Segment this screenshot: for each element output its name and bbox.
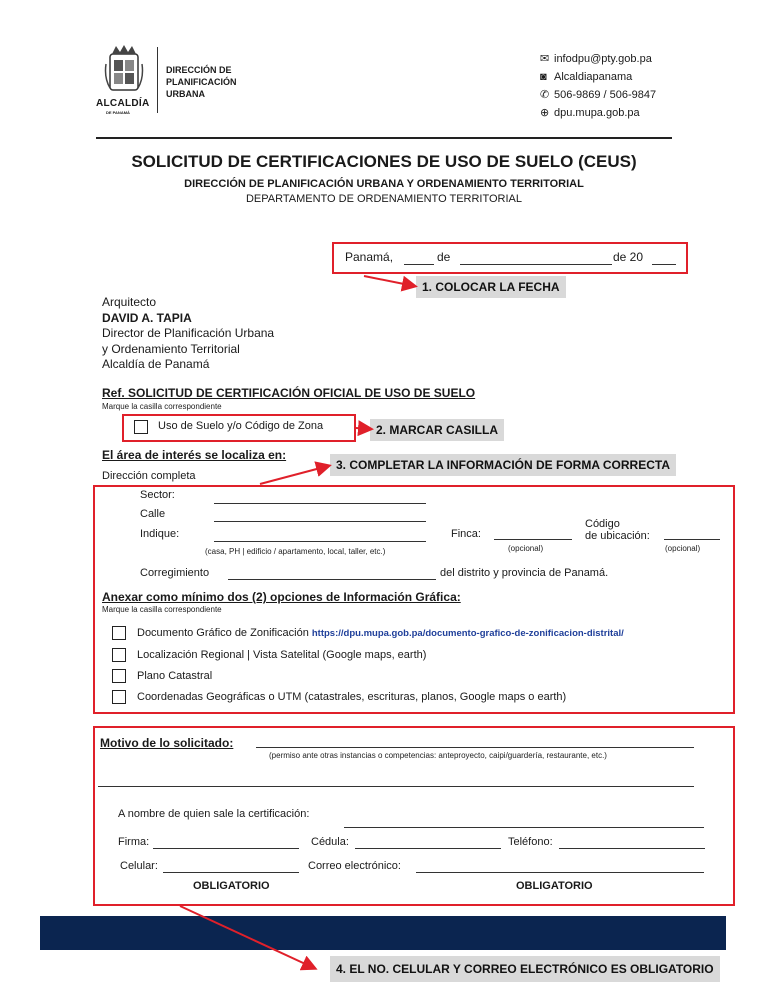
contact-phone[interactable]: ✆ 506-9869 / 506-9847 <box>540 86 656 104</box>
localizacion-label: Localización Regional | Vista Satelital (Google maps, earth) <box>137 649 427 661</box>
callout-info: 3. COMPLETAR LA INFORMACIÓN DE FORMA CORRECTA <box>330 454 676 476</box>
anexar-title: Anexar como mínimo dos (2) opciones de Información Gráfica: <box>102 590 461 604</box>
finca-label: Finca: <box>451 528 481 540</box>
contact-web[interactable]: ⊕ dpu.mupa.gob.pa <box>540 104 656 122</box>
logo-text: ALCALDÍA <box>96 98 150 109</box>
arrow-fecha <box>364 276 414 286</box>
uso-suelo-label: Uso de Suelo y/o Código de Zona <box>158 420 324 432</box>
callout-casilla: 2. MARCAR CASILLA <box>370 419 504 441</box>
motivo-hint: (permiso ante otras instancias o competencias: anteproyecto, caipi/guardería, restaurante, etc.) <box>269 751 607 760</box>
correo-label: Correo electrónico: <box>308 860 401 872</box>
page-subtitle: DIRECCIÓN DE PLANIFICACIÓN URBANA Y ORDENAMIENTO TERRITORIAL <box>184 178 584 190</box>
codigo-opcional: (opcional) <box>665 544 701 553</box>
callout-obligatorio: 4. EL NO. CELULAR Y CORREO ELECTRÓNICO ES OBLIGATORIO <box>330 956 720 982</box>
globe-icon: ⊕ <box>540 107 550 119</box>
arrow-info <box>260 466 328 484</box>
date-de-2: de 20 <box>613 250 644 264</box>
department-name: DEPARTAMENTO DE ORDENAMIENTO TERRITORIAL <box>245 193 523 205</box>
ref-hint: Marque la casilla correspondiente <box>102 402 222 411</box>
addressee: Arquitecto DAVID A. TAPIA Director de Planificación Urbana y Ordenamiento Territorial Alcaldía de Panamá <box>102 295 275 371</box>
logo-subtext: DE PANAMÁ <box>106 110 130 115</box>
plano-catastral-label: Plano Catastral <box>137 670 213 682</box>
arrow-casilla <box>356 428 370 429</box>
date-city: Panamá, <box>345 250 394 264</box>
motivo-title: Motivo de lo solicitado: <box>100 736 234 750</box>
documento-grafico-link[interactable]: https://dpu.mupa.gob.pa/documento-grafico-de-zonificacion-distrital/ <box>311 628 624 639</box>
contact-email[interactable]: ✉ infodpu@pty.gob.pa <box>540 50 656 68</box>
anexar-hint: Marque la casilla correspondiente <box>102 605 222 614</box>
indique-hint: (casa, PH | edificio / apartamento, local, taller, etc.) <box>205 547 386 556</box>
arrow-obligatorio <box>180 906 314 968</box>
telefono-label: Teléfono: <box>508 836 553 848</box>
callout-fecha: 1. COLOCAR LA FECHA <box>416 276 566 298</box>
sector-label: Sector: <box>140 489 175 501</box>
celular-obligatorio: OBLIGATORIO <box>193 880 270 892</box>
coordenadas-label: Coordenadas Geográficas o UTM (catastrales, escrituras, planos, Google maps o earth) <box>137 691 567 703</box>
area-title: El área de interés se localiza en: <box>102 448 287 462</box>
correo-obligatorio: OBLIGATORIO <box>516 880 593 892</box>
ref-title: Ref. SOLICITUD DE CERTIFICACIÓN OFICIAL DE USO DE SUELO <box>102 386 476 400</box>
firma-label: Firma: <box>118 836 150 848</box>
distrito-text: del distrito y provincia de Panamá. <box>440 567 609 579</box>
celular-label: Celular: <box>120 860 158 872</box>
instagram-icon: ◙ <box>540 71 547 83</box>
page-title: SOLICITUD DE CERTIFICACIONES DE USO DE SUELO (CEUS) <box>131 152 637 171</box>
indique-label: Indique: <box>140 528 180 540</box>
dept-name: DIRECCIÓN DE PLANIFICACIÓN URBANA <box>166 65 237 99</box>
contact-instagram[interactable]: ◙ Alcaldiapanama <box>540 68 656 86</box>
nombre-label: A nombre de quien sale la certificación: <box>118 808 310 820</box>
mail-icon: ✉ <box>540 53 550 65</box>
phone-icon: ✆ <box>540 89 550 101</box>
finca-opcional: (opcional) <box>508 544 544 553</box>
calle-label: Calle <box>140 508 166 520</box>
cedula-label: Cédula: <box>311 836 349 848</box>
documento-grafico-label: Documento Gráfico de Zonificación https://dpu.mupa.gob.pa/documento-grafico-de-zonificacion-distrital/ <box>137 627 624 639</box>
date-de-1: de <box>437 250 451 264</box>
corregimiento-label: Corregimiento <box>140 567 210 579</box>
direccion-label: Dirección completa <box>102 470 196 482</box>
codigo-label: Código de ubicación: <box>585 518 650 542</box>
